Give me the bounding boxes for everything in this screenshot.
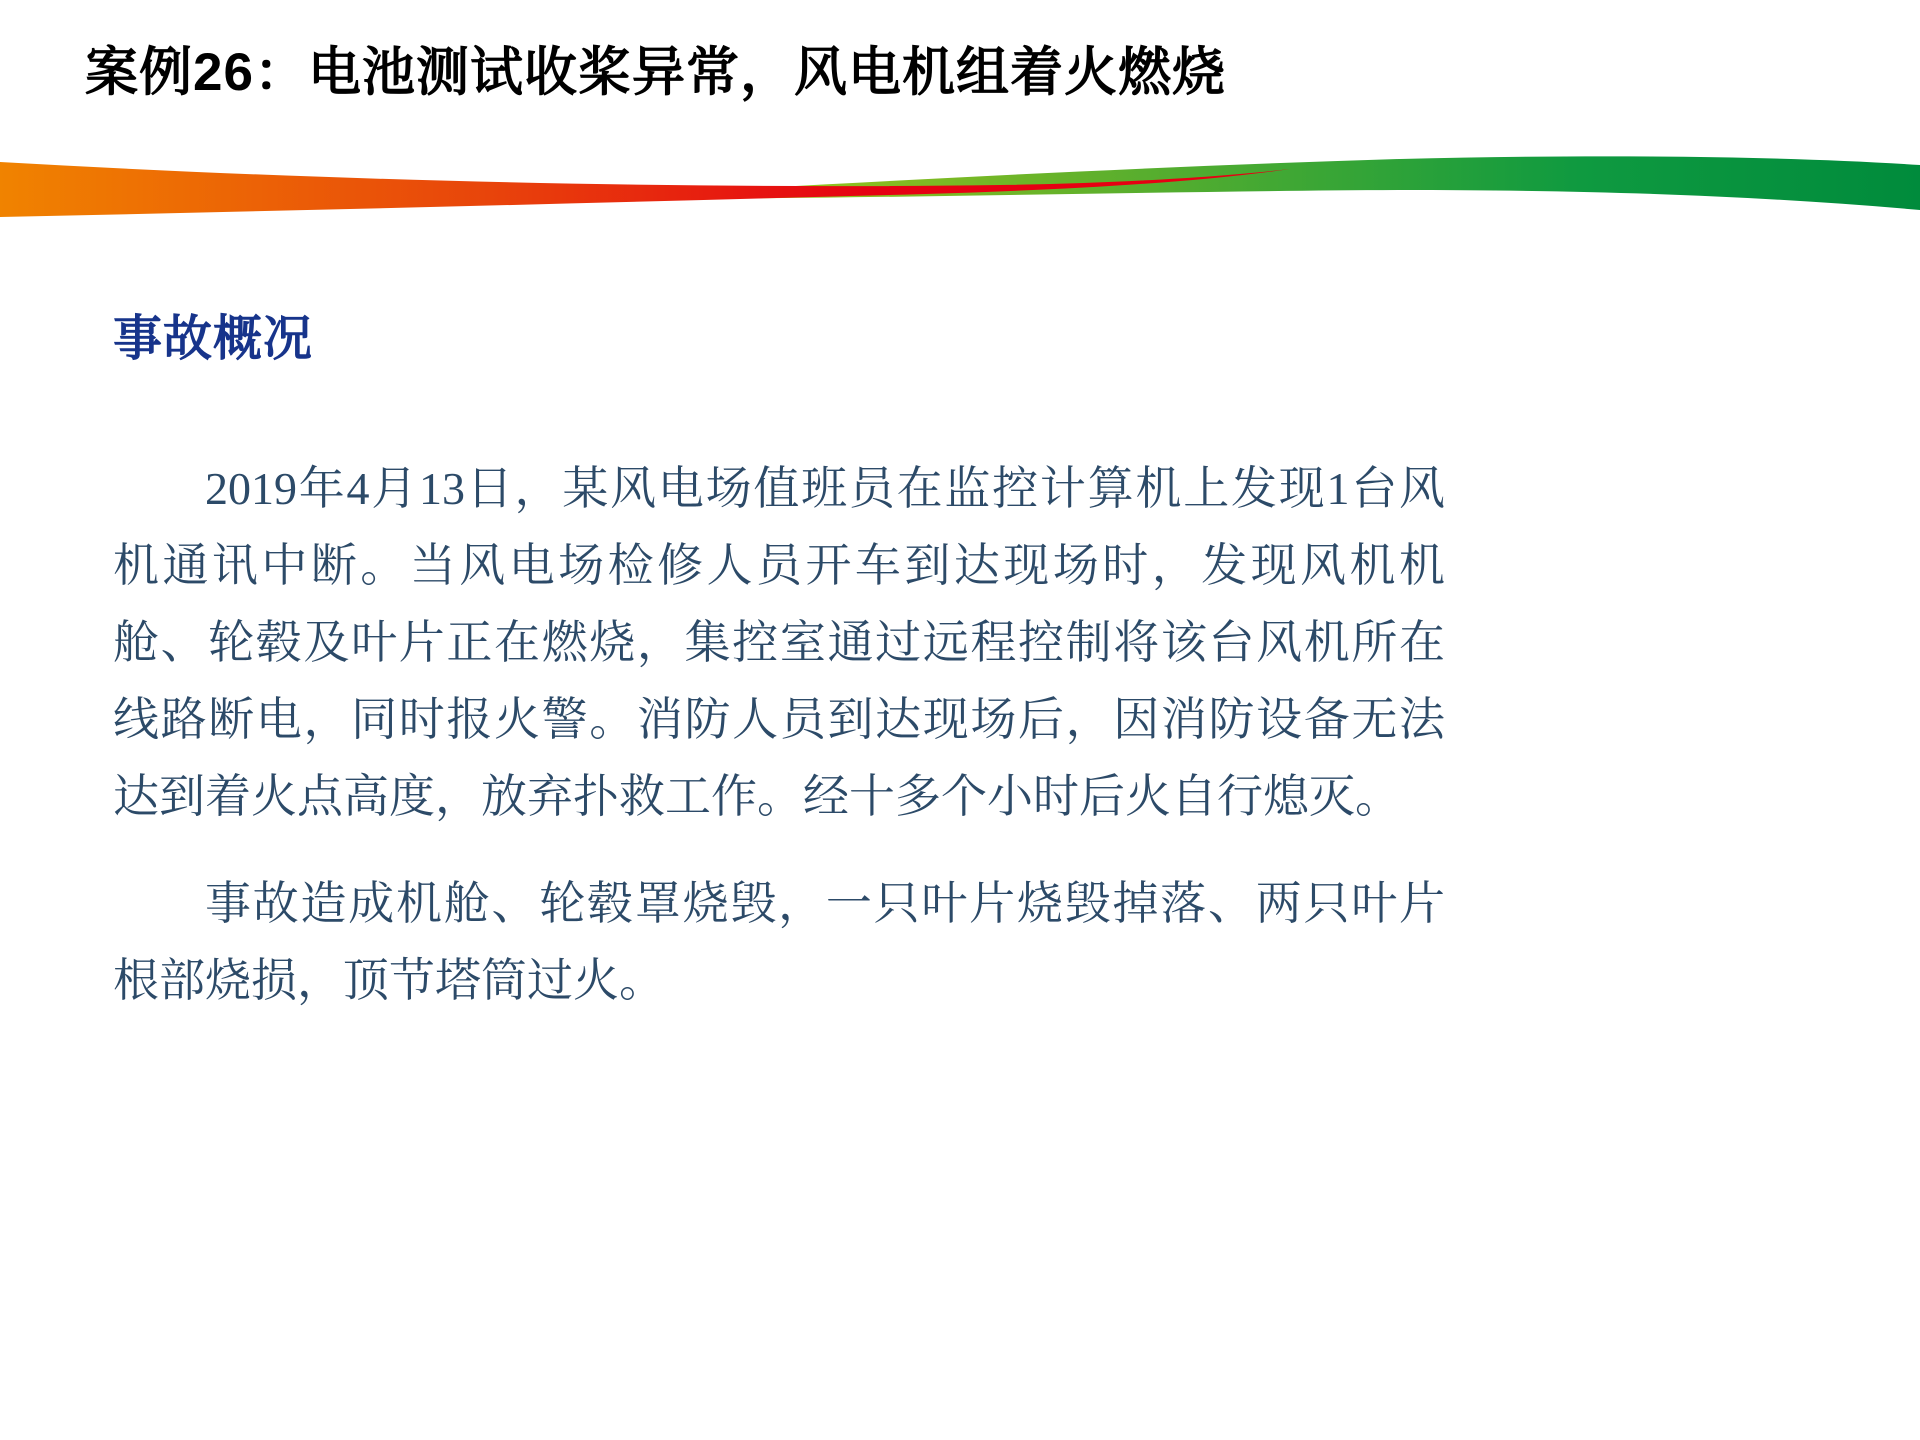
body-paragraph: 2019年4月13日，某风电场值班员在监控计算机上发现1台风机通讯中断。当风电场检修人员开车到达现场时，发现风机机舱、轮毂及叶片正在燃烧，集控室通过远程控制将该台风机所在线路断电，同时报火警。消防人员到达现场后，因消防设备无法达到着火点高度，放弃扑救工作。经十多个小时后火自行熄灭。 [113, 463, 1445, 822]
section-heading: 事故概况 [113, 312, 314, 366]
body-text-block [113, 450, 1445, 1019]
ribbon-decoration [0, 128, 1920, 220]
slide-title: 案例26：电池测试收桨异常，风电机组着火燃烧 [85, 43, 1226, 102]
ribbon-green-band [555, 156, 1920, 210]
body-paragraph: 事故造成机舱、轮毂罩烧毁，一只叶片烧毁掉落、两只叶片根部烧损，顶节塔筒过火。 [113, 878, 1445, 1006]
